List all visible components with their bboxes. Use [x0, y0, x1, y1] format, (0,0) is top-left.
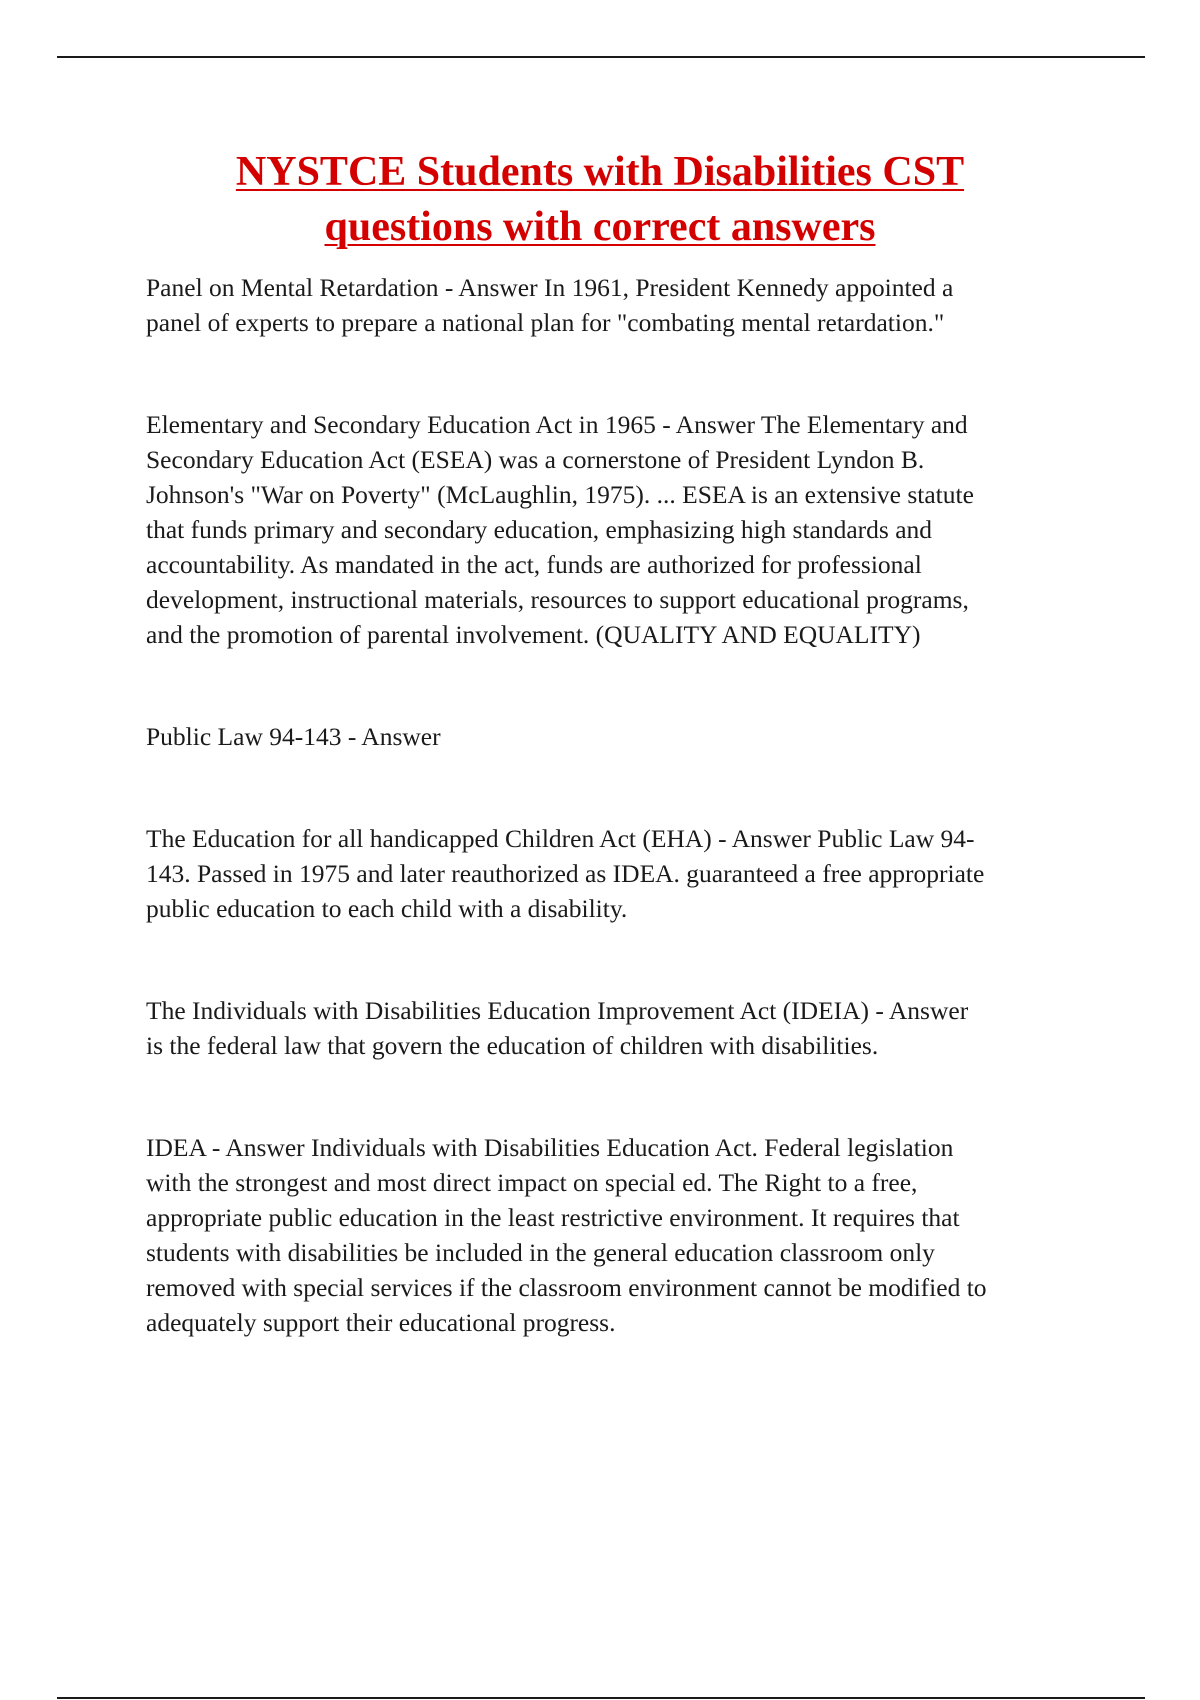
entry-line: that funds primary and secondary education, emphasizing high standards and	[146, 515, 933, 544]
entry-line: panel of experts to prepare a national plan for "combating mental retardation."	[146, 308, 945, 337]
document-title	[100, 145, 1100, 255]
entry-line: accountability. As mandated in the act, funds are authorized for professional	[146, 550, 922, 579]
entry-line: removed with special services if the classroom environment cannot be modified to	[146, 1273, 987, 1302]
entry-line: Johnson's "War on Poverty" (McLaughlin, 1975). ... ESEA is an extensive statute	[146, 480, 974, 509]
qa-entry-esea-1965	[146, 407, 1086, 652]
entry-line: Panel on Mental Retardation - Answer In 1961, President Kennedy appointed a	[146, 273, 954, 302]
header-rule	[57, 56, 1145, 58]
entry-line: appropriate public education in the least restrictive environment. It requires that	[146, 1203, 960, 1232]
qa-entry-idea	[146, 1130, 1086, 1340]
entry-line: Public Law 94-143 - Answer	[146, 722, 441, 751]
qa-list	[146, 270, 1086, 1340]
entry-line: and the promotion of parental involvement. (QUALITY AND EQUALITY)	[146, 620, 921, 649]
title-line-1: NYSTCE Students with Disabilities CST	[235, 149, 965, 195]
entry-line: with the strongest and most direct impact on special ed. The Right to a free,	[146, 1168, 918, 1197]
entry-line: The Education for all handicapped Children Act (EHA) - Answer Public Law 94-	[146, 824, 975, 853]
entry-line: 143. Passed in 1975 and later reauthorized as IDEA. guaranteed a free appropriate	[146, 859, 985, 888]
qa-entry-panel-mental-retardation	[146, 270, 1086, 340]
qa-entry-eha	[146, 821, 1086, 926]
entry-line: Elementary and Secondary Education Act in 1965 - Answer The Elementary and	[146, 410, 968, 439]
entry-line: Secondary Education Act (ESEA) was a cornerstone of President Lyndon B.	[146, 445, 925, 474]
entry-line: IDEA - Answer Individuals with Disabilities Education Act. Federal legislation	[146, 1133, 954, 1162]
entry-line: development, instructional materials, resources to support educational programs,	[146, 585, 969, 614]
title-line-2: questions with correct answers	[324, 204, 876, 250]
footer-rule	[57, 1697, 1145, 1699]
entry-line: The Individuals with Disabilities Education Improvement Act (IDEIA) - Answer	[146, 996, 969, 1025]
entry-line: is the federal law that govern the education of children with disabilities.	[146, 1031, 879, 1060]
entry-line: students with disabilities be included in the general education classroom only	[146, 1238, 935, 1267]
entry-line: adequately support their educational progress.	[146, 1308, 616, 1337]
entry-line: public education to each child with a disability.	[146, 894, 628, 923]
qa-entry-public-law-94-143	[146, 719, 1086, 754]
qa-entry-ideia	[146, 993, 1086, 1063]
